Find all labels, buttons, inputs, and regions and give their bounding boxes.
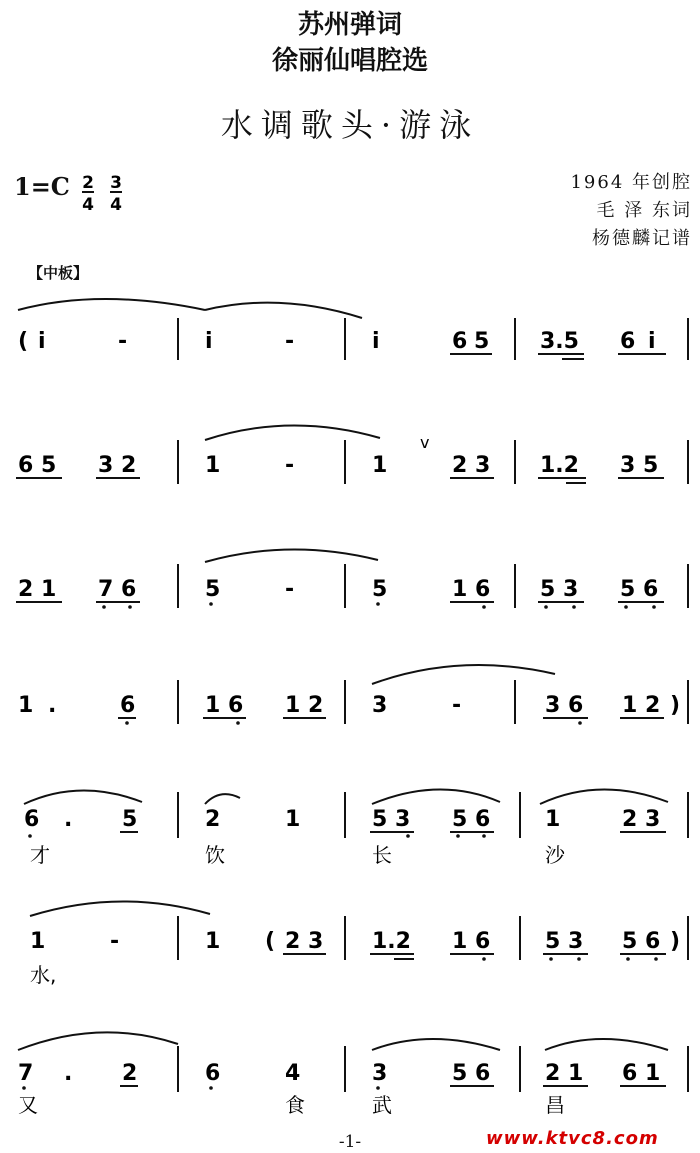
- note: (: [18, 329, 29, 354]
- note: i: [372, 329, 380, 354]
- note: 1: [205, 453, 221, 478]
- lyric: 又: [18, 1093, 38, 1117]
- note: 5: [372, 577, 388, 602]
- key-signature: [14, 172, 70, 201]
- time-sig-2-num: 3: [110, 173, 122, 193]
- note: 6: [24, 807, 40, 832]
- note: 1: [30, 929, 46, 954]
- note: 2: [205, 807, 221, 832]
- note: 1 6: [452, 577, 491, 602]
- note: 5 3: [372, 807, 411, 832]
- time-sig-1-den: 4: [82, 195, 94, 215]
- note: 3: [372, 693, 388, 718]
- note: 2 3: [622, 807, 661, 832]
- lyric: 长: [372, 843, 392, 867]
- song-title: 水调歌头·游泳: [220, 106, 480, 144]
- note: 1: [18, 693, 34, 718]
- note: i: [205, 329, 213, 354]
- note: 5: [122, 807, 138, 832]
- note: 6 5: [18, 453, 57, 478]
- collection-title: 苏州弹词: [297, 10, 402, 40]
- score-system-2: [16, 425, 688, 484]
- note: 5 6: [452, 807, 491, 832]
- note: 1: [545, 807, 561, 832]
- note: -: [118, 329, 128, 354]
- note: 6: [620, 329, 636, 354]
- note: 5: [474, 329, 490, 354]
- note: .: [48, 693, 57, 718]
- note: 1 2: [622, 693, 661, 718]
- note: 5 6: [620, 577, 659, 602]
- time-sig-2-den: 4: [110, 195, 122, 215]
- page-number: -1-: [338, 1132, 362, 1152]
- note: 1 2: [285, 693, 324, 718]
- note: 1.2: [540, 453, 579, 478]
- lyric: 武: [372, 1093, 392, 1117]
- time-signatures: [80, 170, 140, 218]
- note: 3.5: [540, 329, 579, 354]
- lyric: 才: [30, 843, 50, 867]
- note: 6 1: [622, 1061, 661, 1086]
- note: .: [64, 807, 73, 832]
- note: -: [452, 693, 462, 718]
- note: 2 1: [545, 1061, 584, 1086]
- note: 2 3: [452, 453, 491, 478]
- note: 2 3: [285, 929, 324, 954]
- note: 5 6: [622, 929, 661, 954]
- lyric: 饮: [205, 843, 225, 867]
- note: 5 6: [452, 1061, 491, 1086]
- close-paren: ): [670, 929, 681, 954]
- score-system-6: [30, 901, 688, 987]
- key-signature-text: 1=C: [14, 172, 70, 201]
- credit-transcriber: 杨德麟记谱: [592, 228, 692, 249]
- note: -: [285, 577, 295, 602]
- credit-composition: 1964 年创腔: [570, 172, 692, 193]
- note: 1 6: [452, 929, 491, 954]
- note: 2 1: [18, 577, 57, 602]
- note: 7: [18, 1061, 34, 1086]
- close-paren: ): [670, 693, 681, 718]
- note: 2: [122, 1061, 138, 1086]
- note: 3 5: [620, 453, 659, 478]
- breath-mark: v: [420, 433, 430, 452]
- note: 3 2: [98, 453, 137, 478]
- score-system-1: [18, 299, 688, 360]
- note: 6: [120, 693, 136, 718]
- lyric: 水,: [30, 963, 57, 987]
- lyric: 昌: [545, 1093, 565, 1117]
- note: -: [285, 453, 295, 478]
- score-system-5: [24, 789, 688, 867]
- note: -: [110, 929, 120, 954]
- open-paren: (: [265, 929, 276, 954]
- note: 6: [205, 1061, 221, 1086]
- note: -: [285, 329, 295, 354]
- note: 1.2: [372, 929, 411, 954]
- note: 6: [452, 329, 468, 354]
- note: 3: [372, 1061, 388, 1086]
- note: 5: [205, 577, 221, 602]
- tempo-marking: 【中板】: [28, 264, 89, 282]
- note: 7 6: [98, 577, 137, 602]
- note: i: [38, 329, 46, 354]
- note: 3 6: [545, 693, 584, 718]
- note: 5 3: [545, 929, 584, 954]
- time-sig-1-num: 2: [82, 173, 94, 193]
- note: 5 3: [540, 577, 579, 602]
- note: 1: [372, 453, 388, 478]
- note: 1: [285, 807, 301, 832]
- note: 1: [205, 929, 221, 954]
- lyric: 食: [285, 1093, 305, 1117]
- credit-lyricist: 毛 泽 东词: [596, 200, 692, 221]
- score-system-4: [18, 665, 688, 725]
- collection-subtitle: 徐丽仙唱腔选: [271, 46, 428, 76]
- note: i: [648, 329, 656, 354]
- score-system-3: [16, 549, 688, 608]
- note: 1 6: [205, 693, 244, 718]
- lyric: 沙: [545, 843, 565, 867]
- note: .: [64, 1061, 73, 1086]
- score-system-7: [18, 1032, 688, 1117]
- watermark: www.ktvc8.com: [486, 1128, 659, 1149]
- note: 4: [285, 1061, 301, 1086]
- jianpu-score: [0, 280, 700, 1120]
